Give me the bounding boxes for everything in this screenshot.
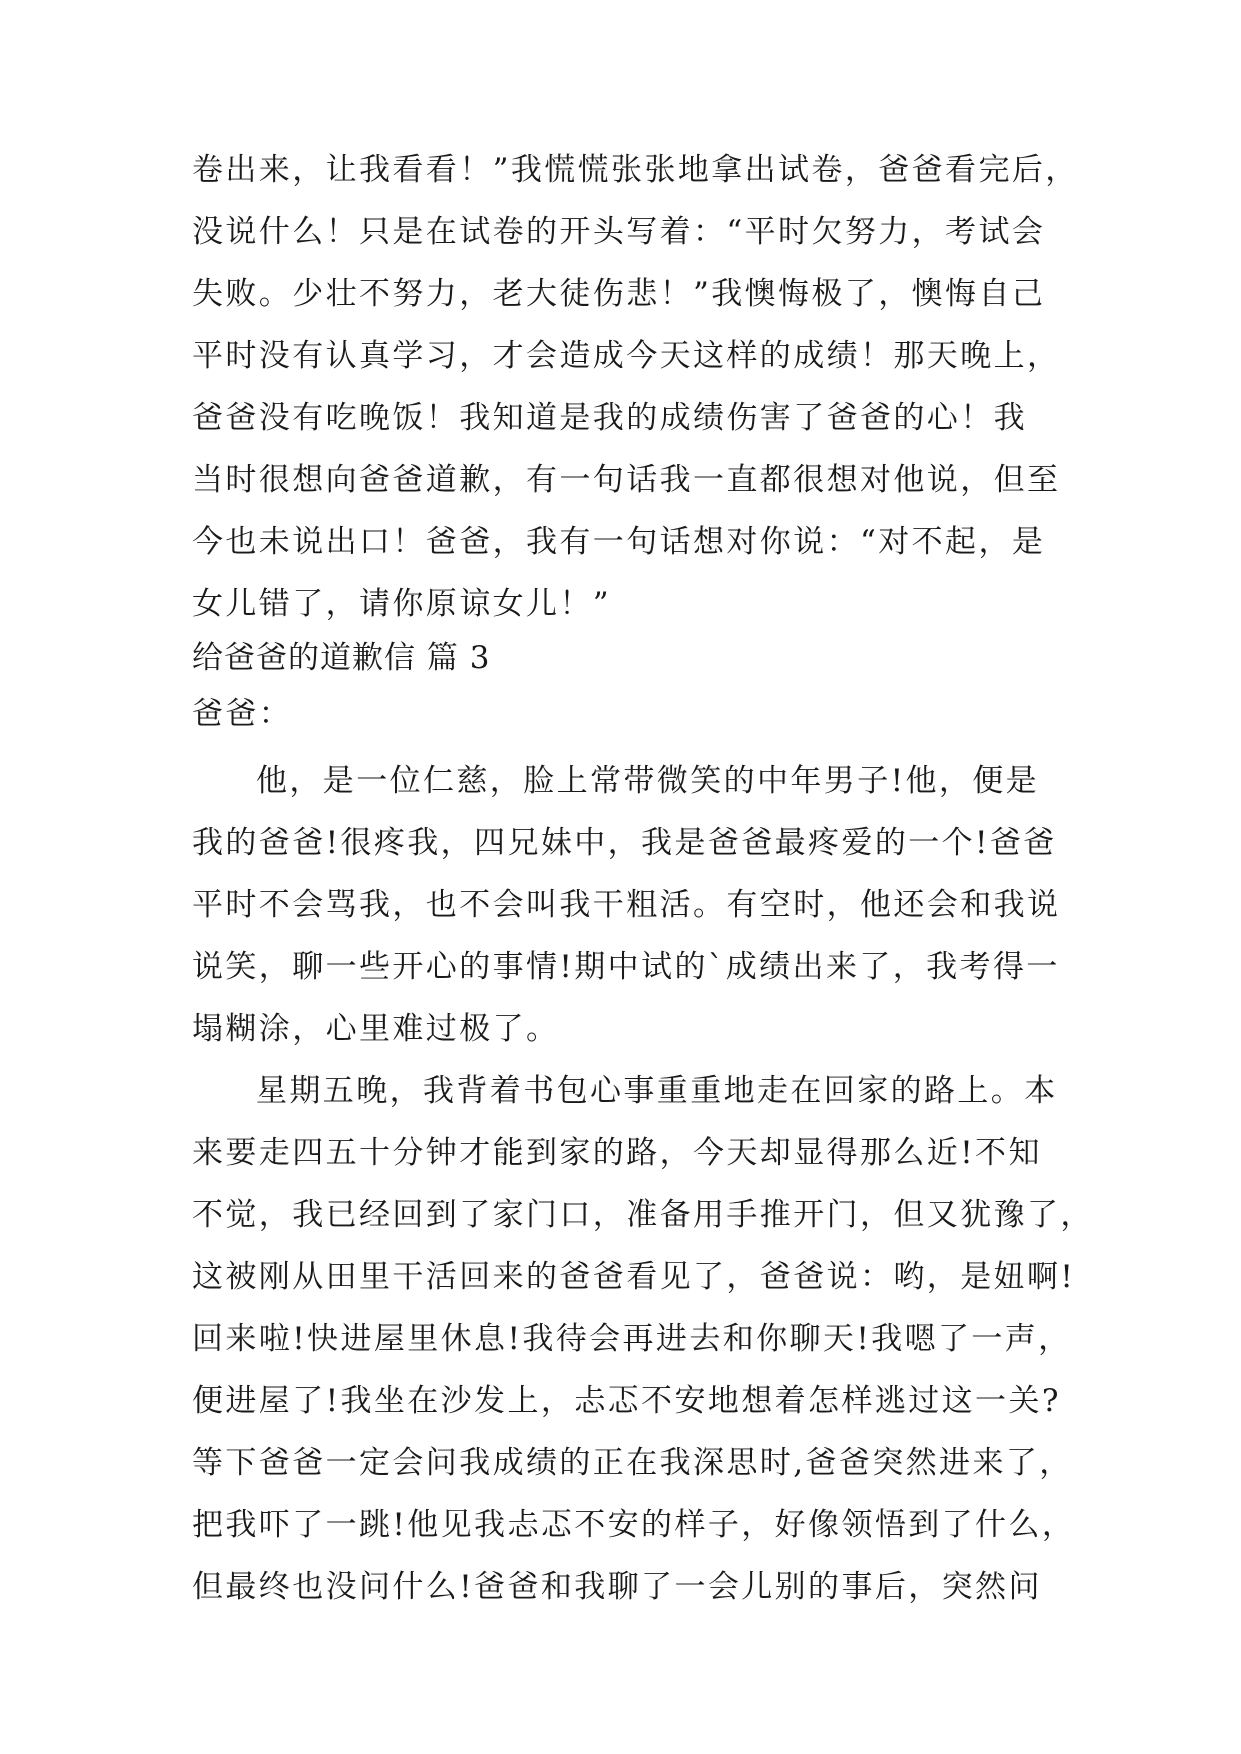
paragraph-first-line: 他，是一位仁慈，脸上常带微笑的中年男子!他，便是 xyxy=(256,763,1040,799)
text-line: 我的爸爸!很疼我，四兄妹中，我是爸爸最疼爱的一个!爸爸 xyxy=(192,825,1057,861)
text-line: 当时很想向爸爸道歉，有一句话我一直都很想对他说，但至 xyxy=(192,462,1061,498)
text-line: 回来啦!快进屋里休息!我待会再进去和你聊天!我嗯了一声， xyxy=(192,1321,1072,1357)
text-line: 爸爸没有吃晚饭！我知道是我的成绩伤害了爸爸的心！我 xyxy=(192,400,1027,436)
paragraph-first-line: 星期五晚，我背着书包心事重重地走在回家的路上。本 xyxy=(256,1073,1058,1109)
text-line: 但最终也没问什么!爸爸和我聊了一会儿别的事后，突然问 xyxy=(192,1569,1042,1605)
text-line: 来要走四五十分钟才能到家的路，今天却显得那么近!不知 xyxy=(192,1135,1042,1171)
text-line: 等下爸爸一定会问我成绩的正在我深思时,爸爸突然进来了， xyxy=(192,1445,1073,1481)
text-line: 女儿错了，请你原谅女儿！” xyxy=(192,586,612,622)
text-line: 说笑，聊一些开心的事情!期中试的`成绩出来了，我考得一 xyxy=(192,949,1060,985)
text-line: 把我吓了一跳!他见我忐忑不安的样子，好像领悟到了什么， xyxy=(192,1507,1076,1543)
text-line: 卷出来，让我看看！”我慌慌张张地拿出试卷，爸爸看完后， xyxy=(192,152,1079,188)
section-heading: 给爸爸的道歉信 篇 3 xyxy=(192,640,491,676)
text-line: 失败。少壮不努力，老大徒伤悲！”我懊悔极了，懊悔自己 xyxy=(192,276,1046,312)
text-line: 平时不会骂我，也不会叫我干粗活。有空时，他还会和我说 xyxy=(192,887,1061,923)
text-line: 不觉，我已经回到了家门口，准备用手推开门，但又犹豫了， xyxy=(192,1197,1094,1233)
text-line: 没说什么！只是在试卷的开头写着：“平时欠努力，考试会 xyxy=(192,214,1046,250)
text-line: 平时没有认真学习，才会造成今天这样的成绩！那天晚上， xyxy=(192,338,1061,374)
text-line: 便进屋了!我坐在沙发上，忐忑不安地想着怎样逃过这一关? xyxy=(192,1383,1061,1419)
text-line: 今也未说出口！爸爸，我有一句话想对你说：“对不起，是 xyxy=(192,524,1046,560)
text-line: 塌糊涂，心里难过极了。 xyxy=(192,1011,560,1047)
salutation: 爸爸： xyxy=(192,696,293,732)
text-line: 这被刚从田里干活回来的爸爸看见了，爸爸说：哟，是妞啊! xyxy=(192,1259,1076,1295)
